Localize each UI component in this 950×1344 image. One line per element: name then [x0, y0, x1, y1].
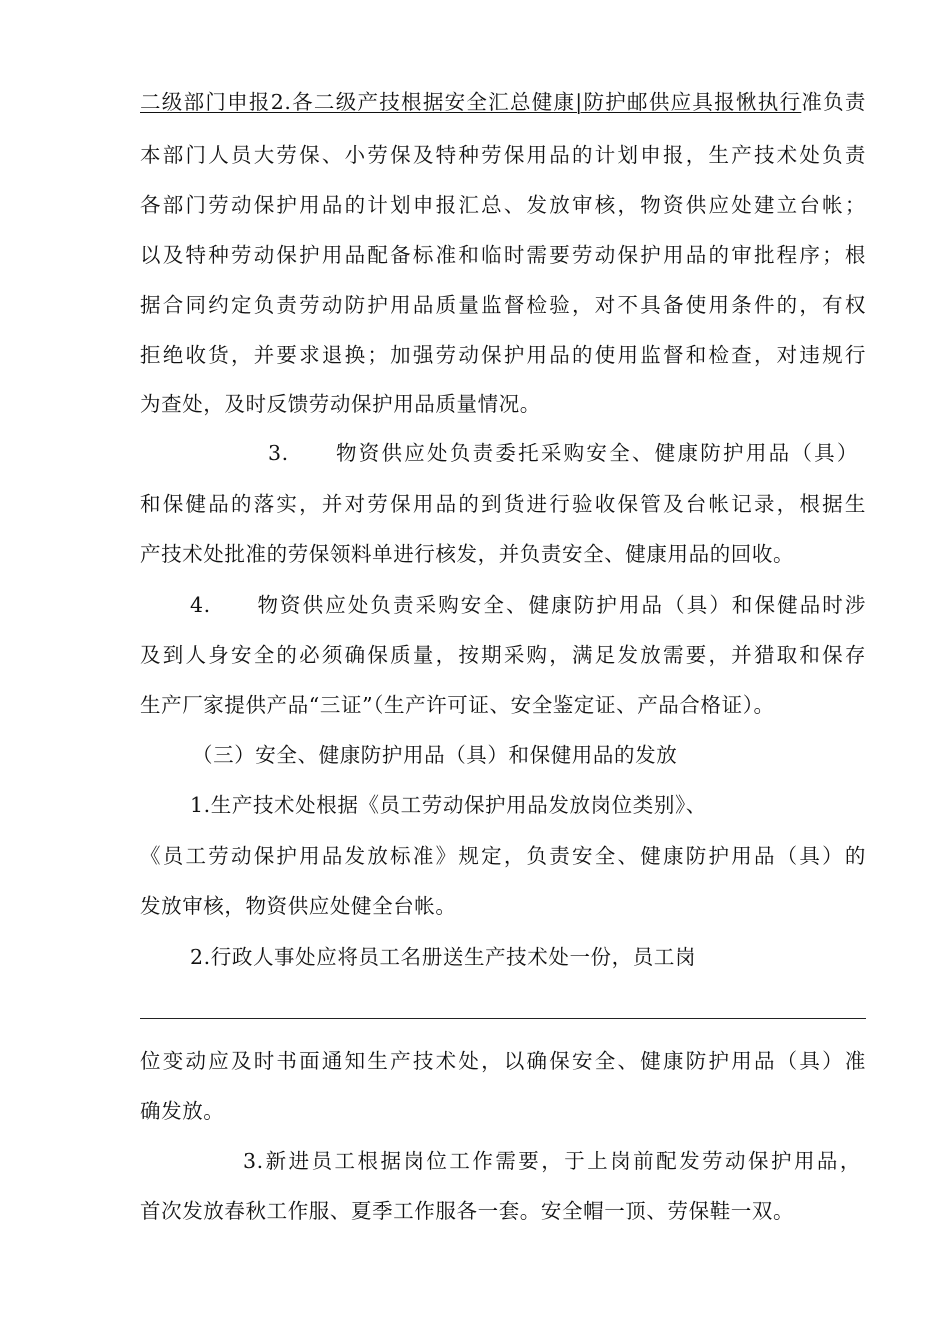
- paragraph-line: 各部门劳动保护用品的计划申报汇总、发放审核，物资供应处建立台帐；: [140, 193, 866, 217]
- item-4-line: 生产厂家提供产品“三证”（生产许可证、安全鉴定证、产品合格证）。: [140, 693, 775, 717]
- paragraph-line: 为查处，及时反馈劳动保护用品质量情况。: [140, 392, 541, 416]
- continued-line: 确发放。: [140, 1099, 225, 1123]
- underlined-fragment: 二级部门申报2.各二级产技根据安全汇总健康|防护邮供应具报愀执行: [140, 90, 802, 114]
- item-3-line: 产技术处批准的劳保领料单进行核发，并负责安全、健康用品的回收。: [140, 542, 795, 566]
- section-3-item-3-line: 首次发放春秋工作服、夏季工作服各一套。安全帽一顶、劳保鞋一双。: [140, 1199, 795, 1223]
- page-divider: [140, 1018, 866, 1019]
- section-3-item-3-first-line: 3.新进员工根据岗位工作需要，于上岗前配发劳动保护用品，: [243, 1149, 861, 1173]
- section-3-item-2-line: 2.行政人事处应将员工名册送生产技术处一份，员工岗: [190, 945, 697, 969]
- section-3-item-1-line: 《员工劳动保护用品发放标准》规定，负责安全、健康防护用品（具）的: [140, 844, 866, 868]
- continued-line: 位变动应及时书面通知生产技术处，以确保安全、健康防护用品（具）准: [140, 1049, 866, 1073]
- item-3-first-line: 3. 物资供应处负责委托采购安全、健康防护用品（具）: [268, 441, 858, 465]
- first-line: [140, 87, 866, 117]
- item-4-first-line: 4. 物资供应处负责采购安全、健康防护用品（具）和保健品时涉: [190, 593, 866, 617]
- paragraph-line: 本部门人员大劳保、小劳保及特种劳保用品的计划申报，生产技术处负责: [140, 143, 866, 167]
- item-3-line: 和保健品的落实，并对劳保用品的到货进行验收保管及台帐记录，根据生: [140, 492, 866, 516]
- first-line-rest: 准负责: [801, 90, 866, 114]
- section-3-item-1-line: 1.生产技术处根据《员工劳动保护用品发放岗位类别》、: [190, 793, 707, 817]
- paragraph-line: 据合同约定负责劳动防护用品质量监督检验，对不具备使用条件的，有权: [140, 293, 866, 317]
- section-3-item-1-line: 发放审核，物资供应处健全台帐。: [140, 894, 457, 918]
- item-4-line: 及到人身安全的必须确保质量，按期采购，满足发放需要，并猎取和保存: [140, 643, 866, 667]
- paragraph-line: 以及特种劳动保护用品配备标准和临时需要劳动保护用品的审批程序；根: [140, 243, 866, 267]
- section-3-heading: （三）安全、健康防护用品（具）和保健用品的发放: [192, 743, 678, 767]
- paragraph-line: 拒绝收货，并要求退换；加强劳动保护用品的使用监督和检查，对违规行: [140, 343, 866, 367]
